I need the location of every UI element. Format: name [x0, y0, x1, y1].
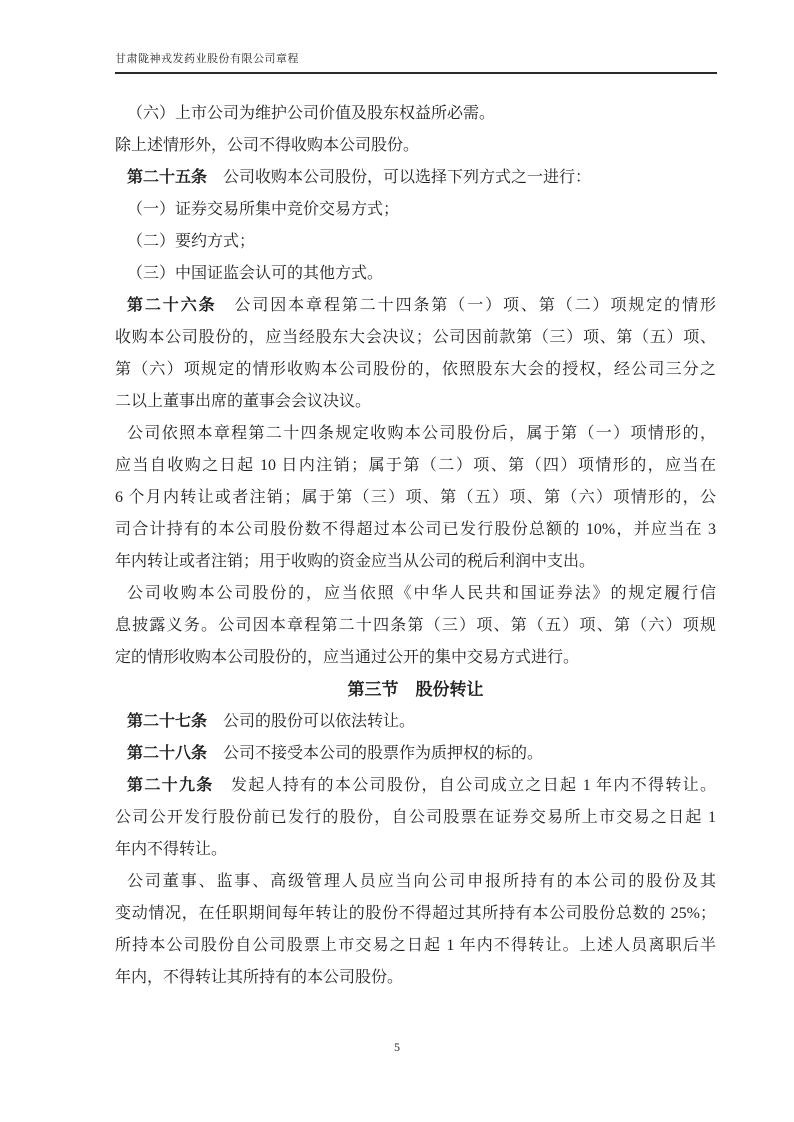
document-line: 息披露义务。公司因本章程第二十四条第（三）项、第（五）项、第（六）项规 [115, 617, 716, 634]
document-line: 第二十九条 发起人持有的本公司股份，自公司成立之日起 1 年内不得转让。 [127, 777, 716, 794]
document-line: 公司依照本章程第二十四条规定收购本公司股份后，属于第（一）项情形的， [127, 425, 716, 442]
document-line: 二以上董事出席的董事会会议决议。 [115, 393, 372, 410]
article-number-lead: 第二十九条 [127, 777, 214, 794]
document-line: 第二十六条 公司因本章程第二十四条第（一）项、第（二）项规定的情形 [127, 297, 716, 314]
article-number-lead: 第二十六条 [127, 297, 217, 314]
document-line: 变动情况，在任职期间每年转让的股份不得超过其所持有本公司股份总数的 25%； [115, 905, 716, 922]
article-number-lead: 第二十五条 [127, 169, 208, 186]
header-title: 甘肃陇神戎发药业股份有限公司章程 [115, 53, 299, 65]
document-line: 所持本公司股份自公司股票上市交易之日起 1 年内不得转让。上述人员离职后半 [115, 937, 716, 954]
document-line: 应当自收购之日起 10 日内注销；属于第（二）项、第（四）项情形的，应当在 [115, 457, 716, 474]
article-number-lead: 第二十七条 [127, 713, 208, 730]
document-line: 司合计持有的本公司股份数不得超过本公司已发行股份总额的 10%，并应当在 3 [115, 521, 716, 538]
document-line: （三）中国证监会认可的其他方式。 [127, 265, 384, 282]
document-line: 公司收购本公司股份的，应当依照《中华人民共和国证券法》的规定履行信 [127, 585, 716, 602]
section-heading: 第三节 股份转让 [347, 680, 484, 699]
document-line: 年内不得转让。 [115, 841, 228, 858]
page-number: 5 [394, 1040, 400, 1054]
document-line: 第二十五条 公司收购本公司股份，可以选择下列方式之一进行： [127, 169, 592, 186]
document-line: 公司董事、监事、高级管理人员应当向公司申报所持有的本公司的股份及其 [127, 873, 716, 890]
document-line: （二）要约方式； [127, 233, 256, 250]
document-line: （六）上市公司为维护公司价值及股东权益所必需。 [127, 105, 496, 122]
document-line: 收购本公司股份的，应当经股东大会决议；公司因前款第（三）项、第（五）项、 [115, 329, 716, 346]
document-line: 第（六）项规定的情形收购本公司股份的，依照股东大会的授权，经公司三分之 [115, 361, 716, 378]
document-line: 公司公开发行股份前已发行的股份，自公司股票在证券交易所上市交易之日起 1 [115, 809, 716, 826]
document-line: 年内转让或者注销；用于收购的资金应当从公司的税后利润中支出。 [115, 553, 596, 570]
document-line: 第二十七条 公司的股份可以依法转让。 [127, 713, 416, 730]
document-line: 年内，不得转让其所持有的本公司股份。 [115, 969, 404, 986]
document-line: 定的情形收购本公司股份的，应当通过公开的集中交易方式进行。 [115, 649, 580, 666]
document-line: 除上述情形外，公司不得收购本公司股份。 [115, 137, 420, 154]
document-line: 6 个月内转让或者注销；属于第（三）项、第（五）项、第（六）项情形的，公 [115, 489, 716, 506]
document-line: （一）证券交易所集中竞价交易方式； [127, 201, 400, 218]
page-footer [0, 1040, 794, 1055]
document-line: 第二十八条 公司不接受本公司的股票作为质押权的标的。 [127, 745, 544, 762]
document-body [115, 98, 716, 994]
article-number-lead: 第二十八条 [127, 745, 208, 762]
page-header [115, 50, 717, 74]
